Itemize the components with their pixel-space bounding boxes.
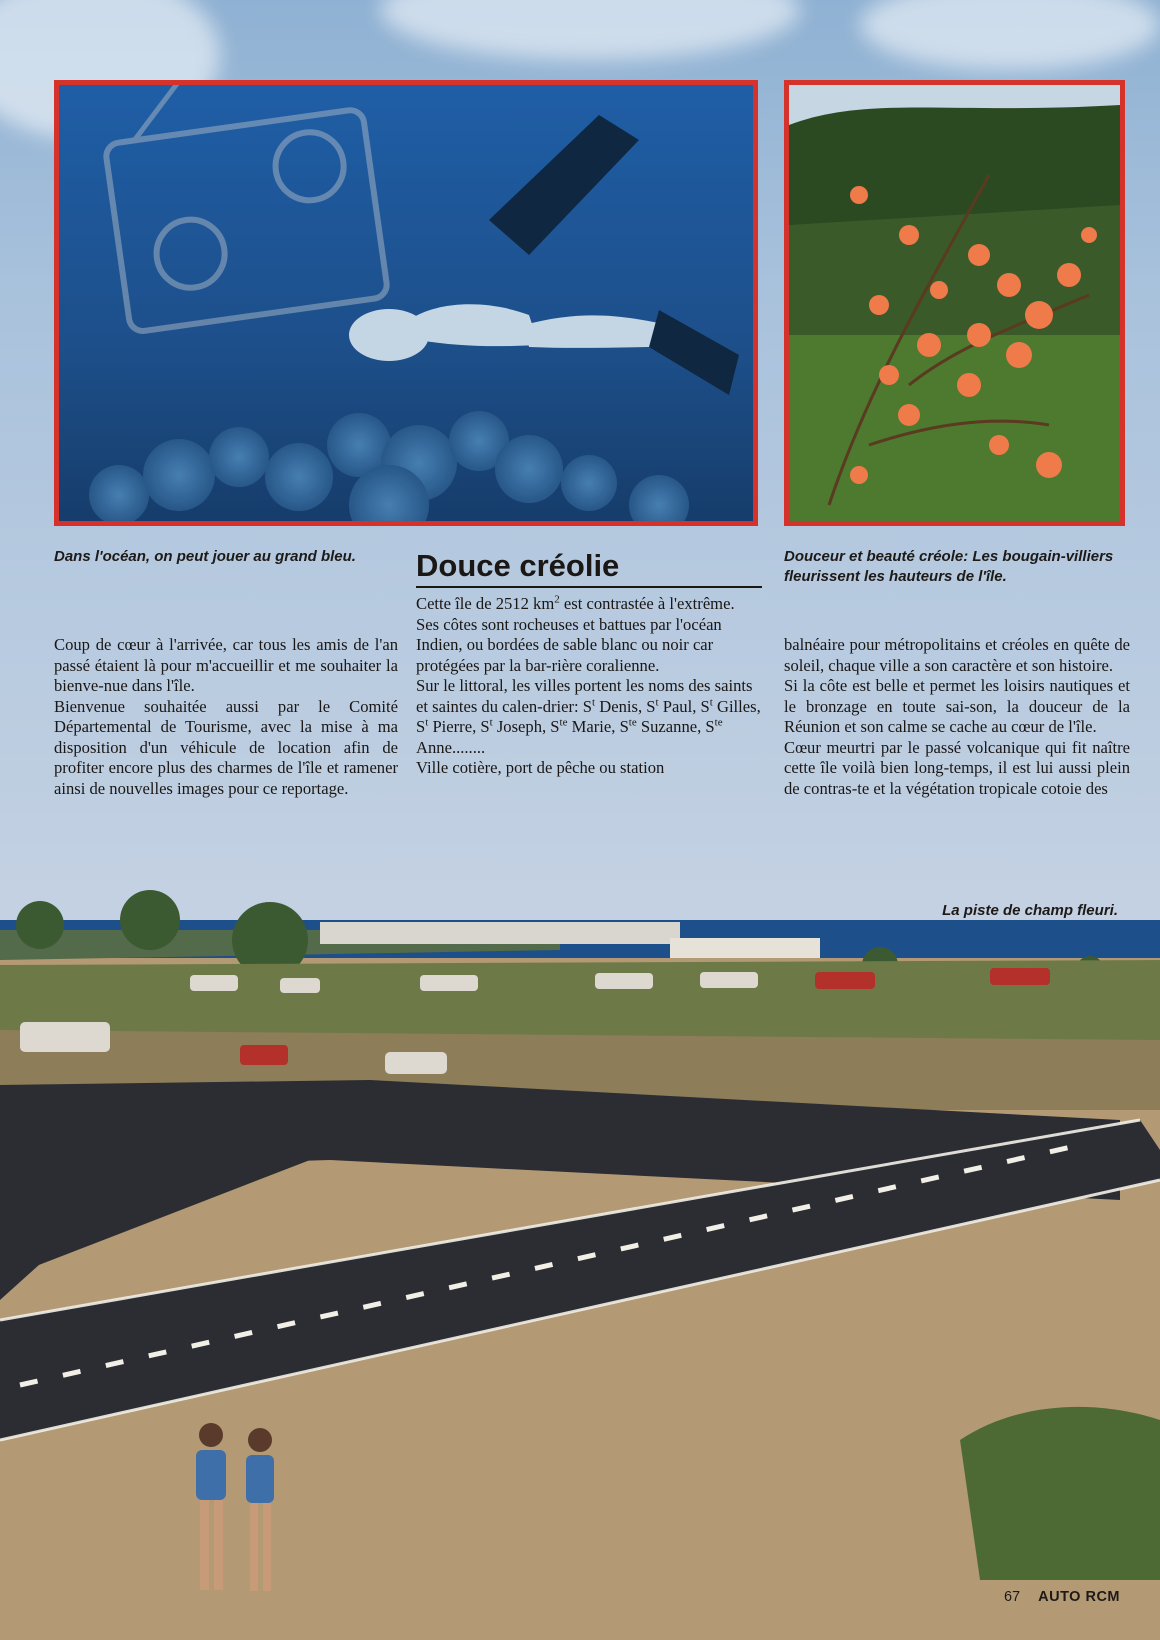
track-photo-illustration [0,880,1160,1640]
flowers-photo-caption: Douceur et beauté créole: Les bougain-villiers fleurissent les hauteurs de l'île. [784,548,1114,585]
saint-name: $S^{te}$ Anne [416,716,723,757]
paragraph: Ville cotière, port de pêche ou station [416,758,665,777]
cloud [380,0,800,60]
track-photo [0,880,1160,1640]
flowers-photo [784,80,1125,526]
article-column-left [54,635,398,799]
paragraph: Si la côte est belle et permet les loisirs nautiques et le bronzage en toute sai-son, la douceur de la Réunion et son calme se cache au cœur de l'île. [784,676,1130,736]
diver-photo [54,80,758,526]
track-photo-caption: La piste de champ fleuri. [942,902,1118,919]
paragraph: Sur le littoral, les villes portent les noms des saints et saintes du calen-drier: $S^t$ Denis, $S^t$ Paul, $S^t$ Gilles, $S^t$ Pierre, $S^t$ Joseph, $S^{te}$ Marie, $S^{te}$ Suzanne, $S^{te}$ Anne........ [416,676,761,757]
paragraph: Coup de cœur à l'arrivée, car tous les amis de l'an passé étaient là pour m'accueillir et me souhaiter la bienve-nue dans l'île. [54,635,398,695]
diver-photo-illustration [59,85,753,521]
saints-list: $S^t$ Denis, $S^t$ Paul, $S^t$ Gilles, $S^t$ Pierre, $S^t$ Joseph, $S^{te}$ Marie, $S^{te}$ Suzanne, $S^{te}$ Anne [416,695,761,757]
saint-name: $S^t$ Gilles [700,695,757,716]
saint-name: $S^t$ Paul [646,695,693,716]
article-column-middle [416,594,762,779]
saint-name: $S^t$ Pierre [416,716,473,736]
page-number: 67 [1003,1589,1021,1605]
cloud [860,0,1160,70]
saint-name: $S^{te}$ Suzanne [619,716,698,736]
magazine-name: AUTO RCM [1038,1589,1120,1605]
saint-name: $S^t$ Denis [582,695,638,716]
article-title: Douce créolie [416,548,762,588]
paragraph: Bienvenue souhaitée aussi par le Comité Départemental de Tourisme, avec la mise à ma disposition d'un véhicule de location afin de profiter encore plus des charmes de l'île et ramener ainsi de nouvelles images pour ce reportage. [54,696,398,798]
diver-photo-caption: Dans l'océan, on peut jouer au grand bleu. [54,548,356,565]
paragraph: Cette île de 2512 $km^2$ est contrastée à l'extrême. [416,593,735,613]
article-column-right [784,635,1130,799]
page-footer [1004,1589,1120,1605]
paragraph: Ses côtes sont rocheuses et battues par l'océan Indien, ou bordées de sable blanc ou noir car protégées par la bar-rière coralienne. [416,614,722,675]
paragraph: Cœur meurtri par le passé volcanique qui fit naître cette île voilà bien long-temps, il est lui aussi plein de contras-te et la végétation tropicale cotoie des [784,737,1130,798]
flowers-photo-illustration [789,85,1120,521]
saint-name: $S^t$ Joseph [480,716,542,736]
paragraph: balnéaire pour métropolitains et créoles en quête de soleil, chaque ville a son caractère et son histoire. [784,635,1130,675]
saint-name: $S^{te}$ Marie [550,716,612,736]
